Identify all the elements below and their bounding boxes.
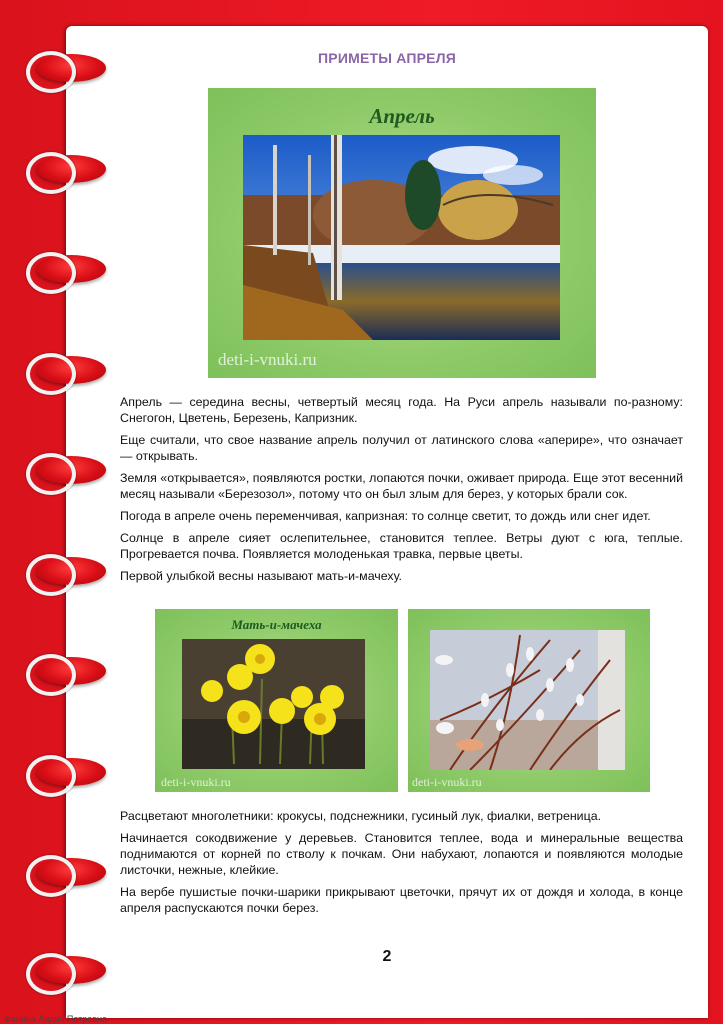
paragraph: Земля «открывается», появляются ростки, лопаются почки, оживает природа. Еще этот весенний месяц называли «Березозол», потому что он был злым для берез, у которых брали сок. (120, 471, 683, 501)
coltsfoot-photo (182, 639, 365, 769)
main-image-caption: Апрель (369, 104, 435, 128)
text-block-top (120, 394, 683, 590)
text-block-bottom (120, 808, 683, 922)
paragraph: Первой улыбкой весны называют мать-и-мачеху. (120, 569, 402, 583)
willow-photo (430, 630, 625, 770)
paragraph: Солнце в апреле сияет ослепительнее, становится теплее. Ветры дуют с юга, теплые. Прогревается почва. Появляется молоденькая травка, первые цветы. (120, 531, 683, 561)
binder-ring (26, 752, 106, 792)
binder-ring (26, 651, 106, 691)
page-title: ПРИМЕТЫ АПРЕЛЯ (318, 50, 456, 66)
main-image-frame (208, 88, 596, 378)
paragraph: Погода в апреле очень переменчивая, капризная: то солнце светит, то дождь или снег идет. (120, 509, 651, 523)
paragraph: Расцветают многолетники: крокусы, подснежники, гусиный лук, фиалки, ветреница. (120, 809, 602, 823)
willow-watermark: deti-i-vnuki.ru (412, 775, 482, 789)
main-image-watermark: deti-i-vnuki.ru (218, 350, 317, 369)
binder-ring (26, 551, 106, 591)
binder-ring (26, 249, 106, 289)
paragraph: Апрель — середина весны, четвертый месяц года. На Руси апрель называли по-разному: Снегогон, Цветень, Березень, Капризник. (120, 395, 683, 425)
april-landscape-photo (243, 135, 560, 340)
binder-ring (26, 450, 106, 490)
coltsfoot-watermark: deti-i-vnuki.ru (161, 775, 231, 789)
binder-ring (26, 149, 106, 189)
paragraph: Еще считали, что свое название апрель получил от латинского слова «аперире», что означает — открывать. (120, 433, 683, 463)
page-number: 2 (382, 948, 392, 965)
paragraph: Начинается сокодвижение у деревьев. Становится теплее, вода и минеральные вещества поднимаются от корней по стволу к почкам. Они набухают, лопаются и появляются молодые листочки, нежные, клейкие. (120, 831, 683, 877)
paragraph: На вербе пушистые почки-шарики прикрывают цветочки, прячут их от дождя и холода, в конце апреля распускаются почки берез. (120, 885, 683, 915)
coltsfoot-image-frame (155, 609, 398, 792)
binder-ring (26, 852, 106, 892)
coltsfoot-caption: Мать-и-мачеха (231, 617, 322, 632)
binder-ring (26, 350, 106, 390)
willow-image-frame (408, 609, 650, 792)
footer-author: Фанина Лидия Петровна (4, 1014, 107, 1024)
